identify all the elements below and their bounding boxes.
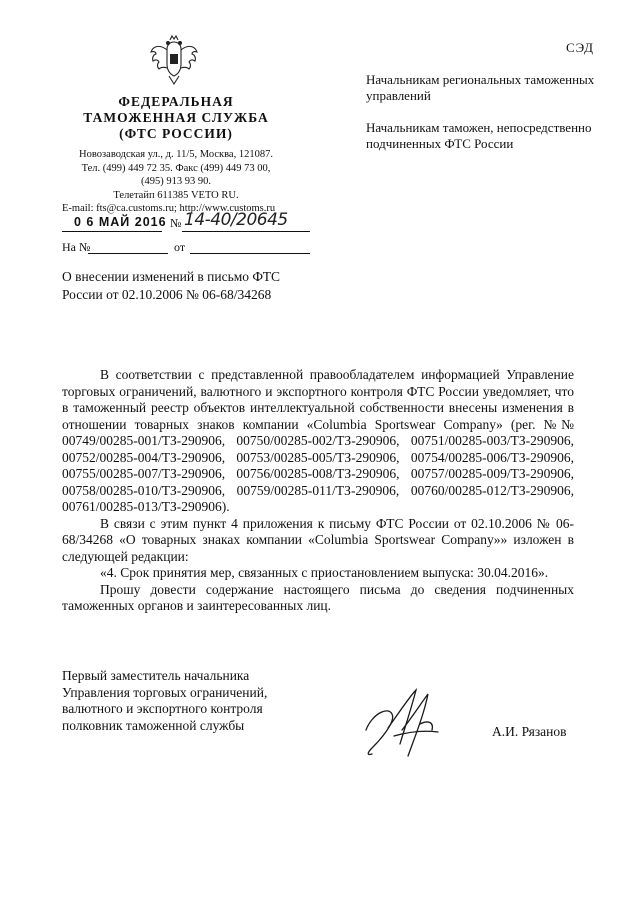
addressee: Начальникам региональных таможенных управлений <box>366 72 595 103</box>
position-line: Управления торговых ограничений, <box>62 684 268 700</box>
addressee: Начальникам таможен, непосредственно подчиненных ФТС России <box>366 120 592 151</box>
signatory-name: А.И. Рязанов <box>492 724 567 739</box>
reply-to-label: На № <box>62 240 91 254</box>
registration-date-stamp: 0 6 МАЙ 2016 <box>74 215 167 229</box>
sender-organization <box>58 94 294 142</box>
coat-of-arms-emblem <box>148 34 200 86</box>
body-paragraph: Прошу довести содержание настоящего письма до сведения подчиненных таможенных органов и заинтересованных лиц. <box>62 581 574 613</box>
date-underline <box>62 231 162 232</box>
signatory-position <box>62 668 322 734</box>
address-line: Новозаводская ул., д. 11/5, Москва, 121087. <box>79 149 273 160</box>
number-underline <box>182 231 310 232</box>
letter-body <box>62 367 574 615</box>
position-line: Первый заместитель начальника <box>62 668 250 683</box>
document-mark: СЭД <box>566 40 595 55</box>
position-line: валютного и экспортного контроля <box>62 701 263 716</box>
org-abbreviation: (ФТС РОССИИ) <box>119 126 233 141</box>
reply-reference-line <box>62 238 312 256</box>
handwritten-signature <box>358 684 458 764</box>
body-paragraph: В связи с этим пункт 4 приложения к письму ФТС России от 02.10.2006 № 06-68/34268 «О товарных знаках компании «Columbia Sportswear Company»» изложен в следующей редакции: <box>62 515 574 564</box>
body-paragraph: «4. Срок принятия мер, связанных с приостановлением выпуска: 30.04.2016». <box>100 565 549 580</box>
phone-line: Тел. (499) 449 72 35. Факс (499) 449 73 00, <box>81 162 271 174</box>
sender-contacts <box>58 148 294 216</box>
from-blank <box>190 253 310 254</box>
number-label: № <box>170 216 182 230</box>
email-line: E-mail: fts@ca.customs.ru; http://www.customs.ru <box>62 203 276 214</box>
phone-line: (495) 913 93 90. <box>141 176 211 187</box>
org-name-line: ФЕДЕРАЛЬНАЯ <box>118 94 234 109</box>
reply-to-blank <box>88 253 168 254</box>
registration-line <box>62 210 312 238</box>
position-line: полковник таможенной службы <box>62 717 245 733</box>
teletype-line: Телетайп 611385 VETO RU. <box>113 189 239 201</box>
registration-number-handwritten: 14-40/20645 <box>184 210 288 230</box>
org-name-line: ТАМОЖЕННАЯ СЛУЖБА <box>83 110 269 125</box>
letter-subject: О внесении изменений в письмо ФТС России от 02.10.2006 № 06-68/34268 <box>62 269 281 302</box>
body-paragraph: В соответствии с представленной правообладателем информацией Управление торговых ограничений, валютного и экспортного контроля ФТС России уведомляет, что в таможенный реестр объектов интеллектуальной собственности внесены изменения в отношении товарных знаков компании «Columbia Sportswear Company» (рег. №№ 00749/00285-001/ТЗ-290906, 00750/00285-002/ТЗ-290906, 00751/00285-003/ТЗ-290906, 00752/00285-004/ТЗ-290906, 00753/00285-005/ТЗ-290906, 00754/00285-006/ТЗ-290906, 00755/00285-007/ТЗ-290906, 00756/00285-008/ТЗ-290906, 00757/00285-009/ТЗ-290906, 00758/00285-010/ТЗ-290906, 00759/00285-011/ТЗ-290906, 00760/00285-012/ТЗ-290906, 00761/00285-013/ТЗ-290906). <box>62 367 574 514</box>
from-label: от <box>174 240 186 254</box>
addressees-block <box>366 72 606 168</box>
